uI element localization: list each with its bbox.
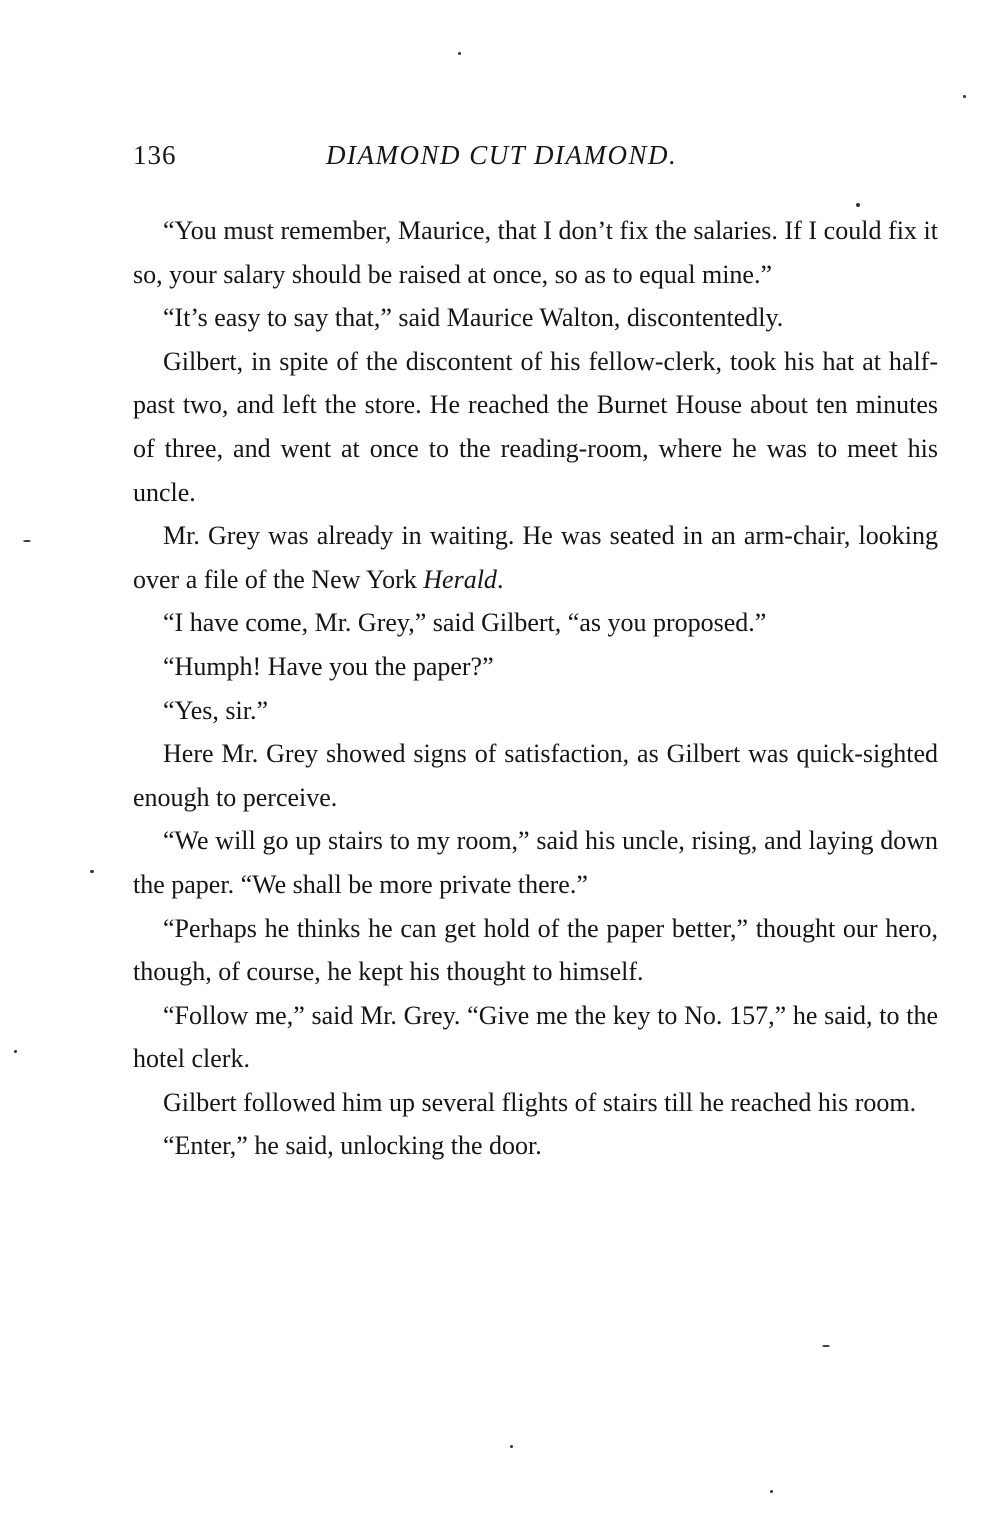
paragraph-13: “Enter,” he said, unlocking the door. xyxy=(163,1131,542,1161)
paragraph-7: “Yes, sir.” xyxy=(163,695,268,725)
scan-speck xyxy=(856,203,860,207)
scan-speck xyxy=(90,870,94,873)
paragraph-3: Gilbert, in spite of the discontent of his fellow-clerk, took his hat at half-past two, and left the store. He reached the Burnet House about ten minutes of three, and went at once to the reading-room, where he was to meet his uncle. xyxy=(133,346,938,507)
page-number: 136 xyxy=(133,140,177,170)
scan-speck xyxy=(14,1050,17,1053)
paragraph-4: Mr. Grey was already in waiting. He was seated in an arm-chair, looking over a file of the New York Herald. xyxy=(133,521,938,594)
newspaper-title: Herald xyxy=(423,564,497,594)
scan-speck xyxy=(23,540,31,542)
scan-speck xyxy=(458,52,461,55)
paragraph-6: “Humph! Have you the paper?” xyxy=(163,651,494,681)
paragraph-11: “Follow me,” said Mr. Grey. “Give me the key to No. 157,” he said, to the hotel clerk. xyxy=(133,1000,938,1074)
paragraph-10: “Perhaps he thinks he can get hold of the paper better,” thought our hero, though, of course, he kept his thought to himself. xyxy=(133,913,938,987)
paragraph-9: “We will go up stairs to my room,” said his uncle, rising, and laying down the paper. “We shall be more private there.” xyxy=(133,826,938,899)
scan-speck xyxy=(770,1490,773,1493)
paragraph-5: “I have come, Mr. Grey,” said Gilbert, “as you proposed.” xyxy=(163,608,767,638)
paragraph-8: Here Mr. Grey showed signs of satisfaction, as Gilbert was quick-sighted enough to perceive. xyxy=(133,739,938,812)
paragraph-12: Gilbert followed him up several flights of stairs till he reached his room. xyxy=(163,1087,917,1117)
paragraph-1: “You must remember, Maurice, that I don’t fix the salaries. If I could fix it so, your salary should be raised at once, so as to equal mine.” xyxy=(133,216,938,289)
running-head xyxy=(133,140,938,180)
scan-speck xyxy=(510,1445,513,1448)
scan-speck xyxy=(963,95,966,98)
paragraph-2: “It’s easy to say that,” said Maurice Walton, discontentedly. xyxy=(163,303,784,333)
scan-speck xyxy=(822,1345,830,1347)
running-title: DIAMOND CUT DIAMOND. xyxy=(326,140,678,170)
body-text xyxy=(133,209,938,1168)
